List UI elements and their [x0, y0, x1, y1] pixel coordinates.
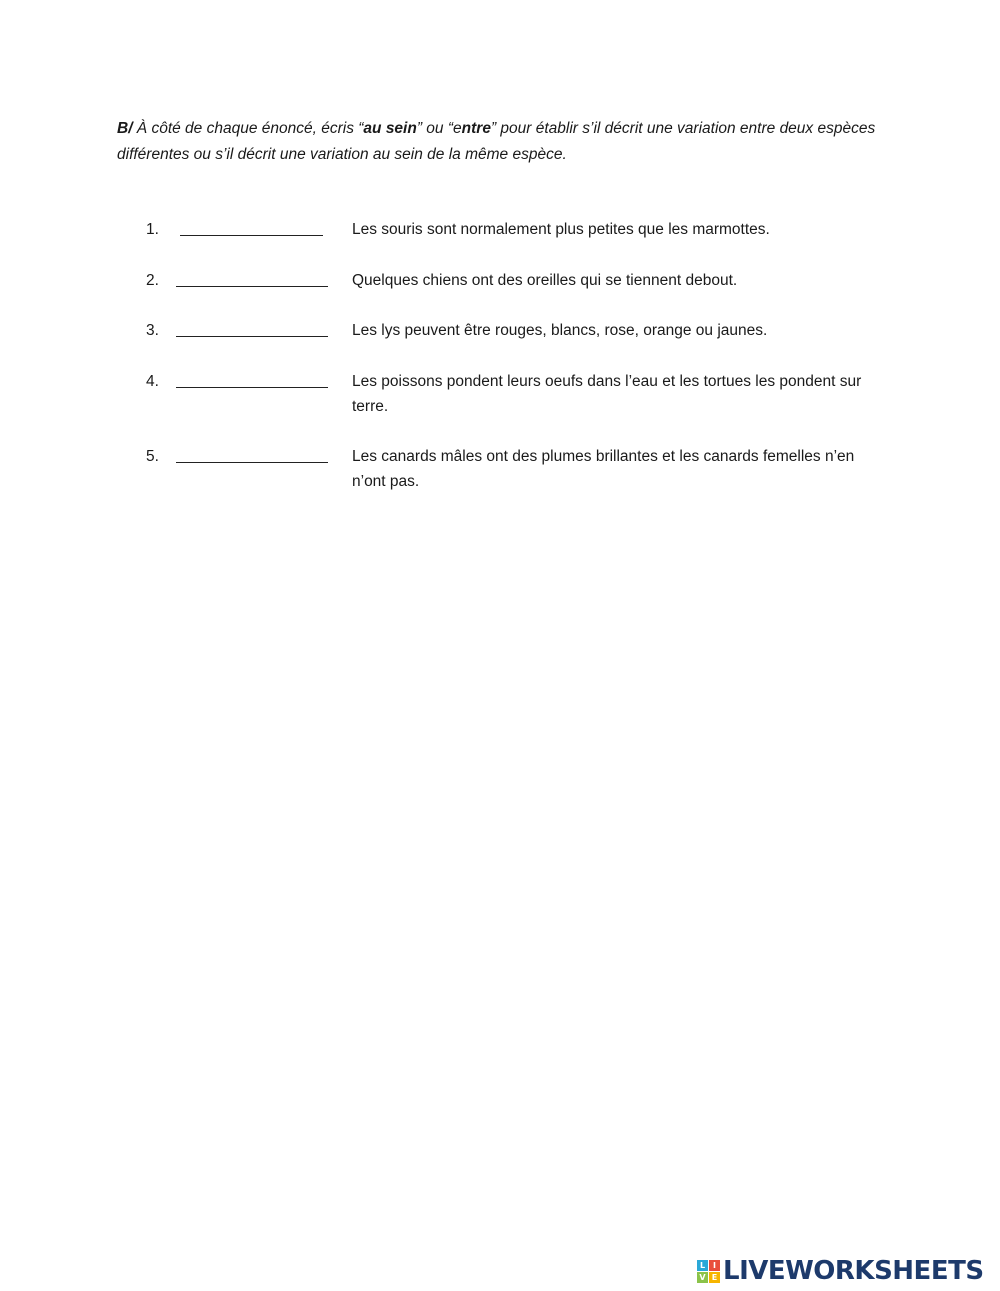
- logo-letter-i: I: [709, 1260, 720, 1271]
- section-label: B/: [117, 120, 133, 137]
- question-text: Les lys peuvent être rouges, blancs, rose, orange ou jaunes.: [352, 322, 768, 339]
- logo-letter-v: V: [697, 1272, 708, 1283]
- question-number: 4.: [146, 373, 159, 390]
- liveworksheets-logo: [697, 1256, 984, 1286]
- answer-blank-2[interactable]: [176, 268, 328, 287]
- question-number: 2.: [146, 272, 159, 289]
- answer-blank-4[interactable]: [176, 369, 328, 388]
- logo-letter-l: L: [697, 1260, 708, 1271]
- question-text: Les souris sont normalement plus petites que les marmottes.: [352, 221, 770, 238]
- logo-letter-e: E: [709, 1272, 720, 1283]
- question-number: 3.: [146, 322, 159, 339]
- instructions-part-1: À côté de chaque énoncé, écris “: [132, 120, 364, 137]
- instructions: [117, 116, 887, 168]
- question-number: 1.: [146, 221, 159, 238]
- term-entre: ntre: [461, 120, 491, 137]
- answer-blank-3[interactable]: [176, 318, 328, 337]
- answer-blank-1[interactable]: [180, 217, 323, 236]
- instructions-part-2: ” ou “e: [416, 120, 462, 137]
- question-text: Les canards mâles ont des plumes brillantes et les canards femelles n’en n’ont pas.: [352, 448, 855, 490]
- question-text: Quelques chiens ont des oreilles qui se tiennent debout.: [352, 272, 738, 289]
- answer-blank-5[interactable]: [176, 444, 328, 463]
- question-text: Les poissons pondent leurs oeufs dans l’eau et les tortues les pondent sur terre.: [352, 373, 862, 415]
- liveworksheets-logo-icon: [697, 1260, 720, 1283]
- term-au-sein: au sein: [363, 120, 417, 137]
- question-number: 5.: [146, 448, 159, 465]
- instructions-part-3: ” pour établir s’il décrit une variation entre deux espèces différentes ou s’il décrit une variation au sein de la même espèce.: [117, 120, 876, 163]
- logo-text: LIVEWORKSHEETS: [723, 1256, 984, 1286]
